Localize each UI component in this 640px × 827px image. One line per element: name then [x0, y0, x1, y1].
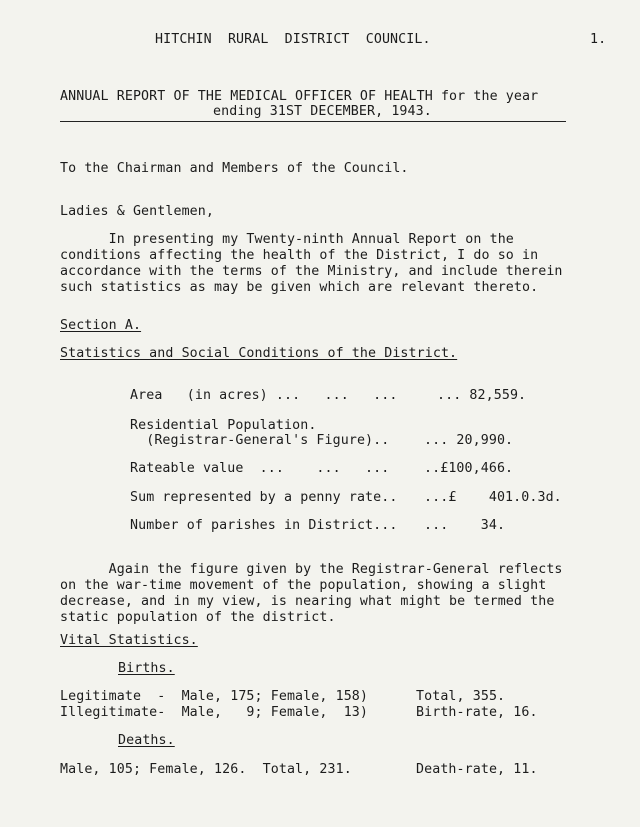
section-a-subheading: Statistics and Social Conditions of the District.	[60, 346, 458, 361]
stat-row-penny-rate-value: ...£ 401.0.3d.	[424, 490, 562, 505]
title-underline	[60, 121, 566, 122]
births-heading: Births.	[118, 661, 175, 676]
stat-row-rateable-label: Rateable value ... ... ...	[130, 461, 390, 476]
stat-row-registrar-label: (Registrar-General's Figure)..	[130, 433, 390, 448]
report-title-line-1: ANNUAL REPORT OF THE MEDICAL OFFICER OF HEALTH for the year	[60, 89, 539, 104]
intro-line-1: In presenting my Twenty-ninth Annual Report on the	[60, 232, 514, 247]
intro-line-2: conditions affecting the health of the District, I do so in	[60, 248, 539, 263]
population-note-line-4: static population of the district.	[60, 610, 336, 625]
population-note-line-3: decrease, and in my view, is nearing what might be termed the	[60, 594, 555, 609]
stat-row-parishes-label: Number of parishes in District...	[130, 518, 398, 533]
intro-line-3: accordance with the terms of the Ministry, and include therein	[60, 264, 563, 279]
section-a-heading: Section A.	[60, 318, 142, 333]
population-note-line-2: on the war-time movement of the population, showing a slight	[60, 578, 547, 593]
report-title-line-2: ending 31ST DECEMBER, 1943.	[213, 104, 432, 119]
stat-row-penny-rate-label: Sum represented by a penny rate..	[130, 490, 398, 505]
death-rate: Death-rate, 11.	[416, 762, 538, 777]
page-number: 1.	[590, 32, 607, 47]
intro-line-4: such statistics as may be given which are relevant thereto.	[60, 280, 539, 295]
council-header: HITCHIN RURAL DISTRICT COUNCIL.	[155, 32, 431, 47]
vital-statistics-heading: Vital Statistics.	[60, 633, 198, 648]
birth-rate: Birth-rate, 16.	[416, 705, 538, 720]
stat-row-registrar-value: ... 20,990.	[424, 433, 514, 448]
births-illegitimate-row: Illegitimate- Male, 9; Female, 13)	[60, 705, 369, 720]
stat-row-rateable-value: ..£100,466.	[424, 461, 514, 476]
address-line: To the Chairman and Members of the Council.	[60, 161, 409, 176]
births-total: Total, 355.	[416, 689, 506, 704]
deaths-heading: Deaths.	[118, 733, 175, 748]
population-note-line-1: Again the figure given by the Registrar-General reflects	[60, 562, 563, 577]
stat-row-area-value: ... 82,559.	[437, 388, 527, 403]
deaths-row: Male, 105; Female, 126. Total, 231.	[60, 762, 352, 777]
stat-row-population-label: Residential Population.	[130, 418, 317, 433]
greeting-line: Ladies & Gentlemen,	[60, 204, 215, 219]
births-legitimate-row: Legitimate - Male, 175; Female, 158)	[60, 689, 369, 704]
stat-row-area-label: Area (in acres) ... ... ...	[130, 388, 398, 403]
stat-row-parishes-value: ... 34.	[424, 518, 506, 533]
